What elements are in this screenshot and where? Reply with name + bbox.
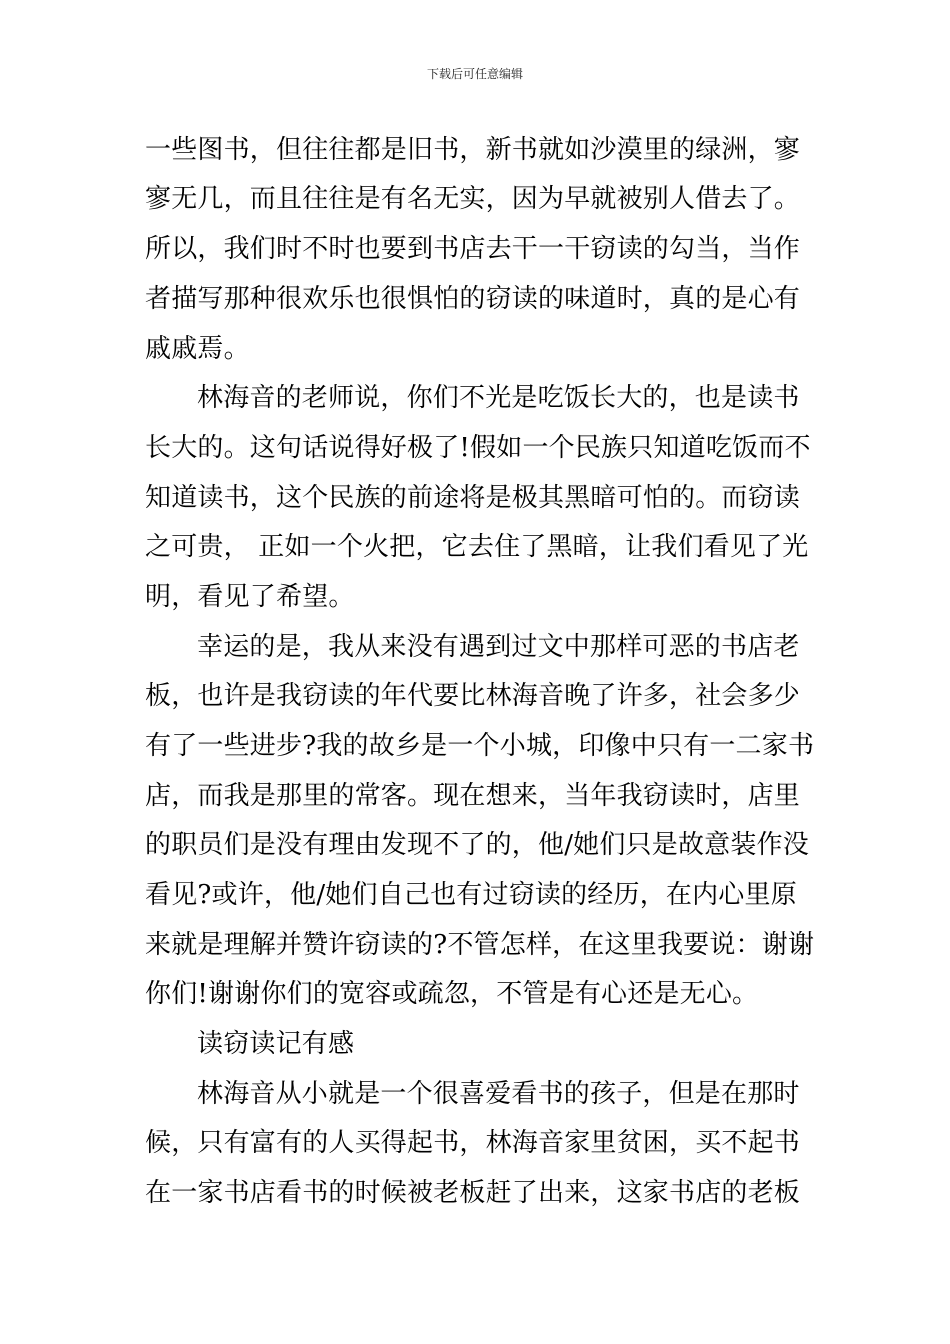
text-line: 者描写那种很欢乐也很惧怕的窃读的味道时，真的是心有	[145, 284, 801, 314]
text-line: 的职员们是没有理由发现不了的，他/她们只是故意装作没	[145, 830, 809, 860]
text-line: 你们!谢谢你们的宽容或疏忽，不管是有心还是无心。	[145, 979, 759, 1009]
text-line: 有了一些进步?我的故乡是一个小城，印像中只有一二家书	[145, 731, 815, 761]
text-line: 之可贵， 正如一个火把，它去住了黑暗，让我们看见了光	[145, 532, 809, 562]
text-line: 一些图书，但往往都是旧书，新书就如沙漠里的绿洲，寥	[145, 135, 801, 165]
text-line: 板，也许是我窃读的年代要比林海音晚了许多，社会多少	[145, 681, 801, 711]
page-header: 下载后可任意编辑	[426, 67, 523, 81]
text-line: 在一家书店看书的时候被老板赶了出来，这家书店的老板	[145, 1178, 801, 1208]
text-line: 戚戚焉。	[145, 334, 250, 364]
paragraph-first-line: 林海音的老师说，你们不光是吃饭长大的，也是读书	[197, 383, 800, 413]
text-line: 候，只有富有的人买得起书，林海音家里贫困，买不起书	[145, 1128, 801, 1158]
text-line: 明，看见了希望。	[145, 582, 355, 612]
text-line: 寥无几，而且往往是有名无实，因为早就被别人借去了。	[145, 184, 801, 214]
section-heading: 读窃读记有感	[197, 1029, 355, 1059]
text-line: 所以，我们时不时也要到书店去干一干窃读的勾当，当作	[145, 234, 801, 264]
paragraph-first-line: 幸运的是，我从来没有遇到过文中那样可恶的书店老	[197, 632, 800, 662]
text-line: 看见?或许，他/她们自己也有过窃读的经历，在内心里原	[145, 880, 797, 910]
paragraph-first-line: 林海音从小就是一个很喜爱看书的孩子，但是在那时	[197, 1079, 800, 1109]
text-line: 知道读书，这个民族的前途将是极其黑暗可怕的。而窃读	[145, 483, 801, 513]
text-line: 长大的。这句话说得好极了!假如一个民族只知道吃饭而不	[145, 433, 811, 463]
text-line: 来就是理解并赞许窃读的?不管怎样，在这里我要说：谢谢	[145, 930, 815, 960]
text-line: 店，而我是那里的常客。现在想来，当年我窃读时，店里	[145, 781, 801, 811]
